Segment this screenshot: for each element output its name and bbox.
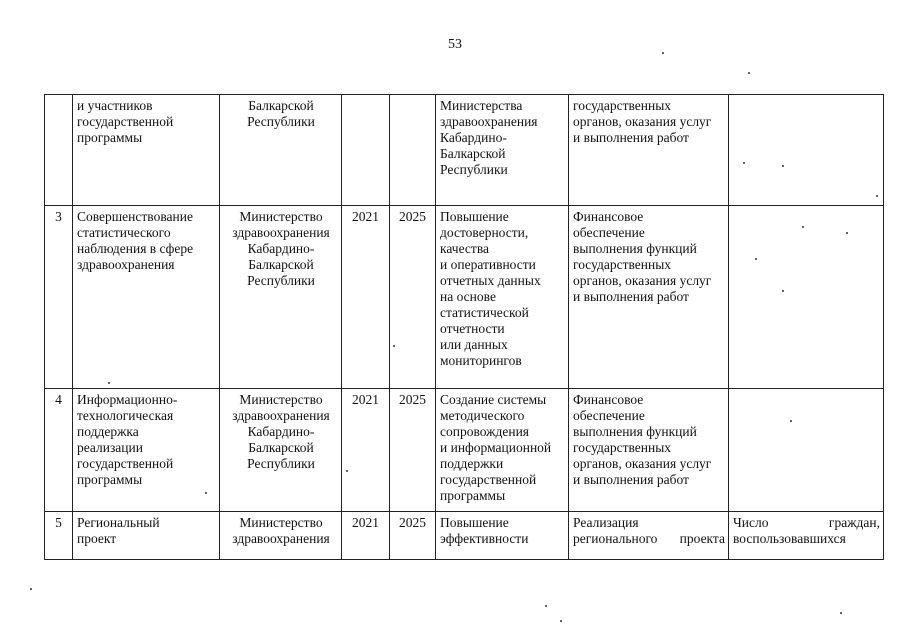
cell-text-line: и выполнения работ [573, 289, 689, 304]
cell-text-line: качества [440, 241, 490, 256]
row-number-cell [45, 389, 73, 512]
cell-text-line: Кабардино- [440, 130, 507, 145]
indicator-cell [729, 512, 884, 560]
cell-text-line: государственной [77, 456, 174, 471]
cell-text: 5 [55, 515, 62, 530]
cell-text-line: здравоохранения [232, 225, 330, 240]
cell-text-line: обеспечение [573, 408, 645, 423]
scan-speck [790, 420, 792, 422]
start-year-cell [342, 95, 390, 206]
scan-speck [393, 345, 395, 347]
cell-text-line: Министерство [239, 209, 323, 224]
cell-text-line: Повышение [440, 515, 509, 530]
start-year-cell [342, 389, 390, 512]
cell-text-line: или данных [440, 337, 508, 352]
cell-text-line: Кабардино- [247, 241, 315, 256]
end-year-cell [390, 389, 436, 512]
cell-text-line: здравоохранения [440, 114, 538, 129]
table-row [45, 206, 884, 389]
cell-text-line: и участников [77, 98, 153, 113]
cell-text-line: регионального проекта [573, 531, 725, 546]
cell-text-line: Региональный [77, 515, 160, 530]
cell-text-line: и оперативности [440, 257, 536, 272]
cell-text-line: Балкарской [248, 440, 314, 455]
expected-result-cell [436, 389, 569, 512]
scan-speck [743, 162, 745, 164]
cell-text-line: эффективности [440, 531, 529, 546]
scan-speck [205, 492, 207, 494]
cell-text-line: здравоохранения [77, 257, 175, 272]
cell-text-line: Балкарской [248, 98, 314, 113]
activity-name-cell [73, 512, 220, 560]
scan-speck [802, 226, 804, 228]
cell-text-line: Республики [247, 114, 315, 129]
cell-text: 3 [55, 209, 62, 224]
cell-text-line: достоверности, [440, 225, 529, 240]
cell-text-line: выполнения функций [573, 241, 697, 256]
cell-text-line: Повышение [440, 209, 509, 224]
cell-text-line: проект [77, 531, 117, 546]
cell-text-line: сопровождения [440, 424, 530, 439]
scan-speck [30, 588, 32, 590]
cell-text-line: здравоохранения [232, 408, 330, 423]
cell-text-line: государственной [440, 472, 537, 487]
scan-speck [108, 382, 110, 384]
executor-cell [220, 95, 342, 206]
cell-text-line: и выполнения работ [573, 472, 689, 487]
executor-cell [220, 389, 342, 512]
scan-speck [346, 470, 348, 472]
cell-text-line: Кабардино- [247, 424, 315, 439]
executor-cell [220, 206, 342, 389]
cell-text-line: технологическая [77, 408, 174, 423]
scan-speck [840, 612, 842, 614]
end-year-cell [390, 512, 436, 560]
cell-text-line: Балкарской [248, 257, 314, 272]
cell-text-line: статистической [440, 305, 529, 320]
cell-text-line: обеспечение [573, 225, 645, 240]
cell-text-line: Балкарской [440, 146, 506, 161]
cell-text-line: на основе [440, 289, 496, 304]
cell-text-line: Министерство [239, 515, 323, 530]
executor-cell [220, 512, 342, 560]
row-number-cell [45, 512, 73, 560]
cell-text-line: отчетных данных [440, 273, 541, 288]
cell-text-line: статистического [77, 225, 171, 240]
scan-speck [782, 290, 784, 292]
start-year-cell [342, 512, 390, 560]
row-number-cell [45, 95, 73, 206]
table-row [45, 95, 884, 206]
cell-text-line: программы [77, 130, 143, 145]
expected-result-cell [436, 206, 569, 389]
cell-text-line: программы [77, 472, 143, 487]
scan-speck [876, 195, 878, 197]
cell-text-line: реализации [77, 440, 143, 455]
cell-text-line: Республики [247, 273, 315, 288]
cell-text: 4 [55, 392, 62, 407]
indicator-cell [729, 206, 884, 389]
end-year-cell [390, 95, 436, 206]
cell-text-line: Реализация [573, 515, 639, 530]
cell-text-line: органов, оказания услуг [573, 114, 712, 129]
cell-text-line: воспользовавшихся [733, 531, 846, 546]
cell-text-line: здравоохранения [232, 531, 330, 546]
program-activities-table [44, 94, 884, 560]
page-number: 53 [448, 37, 462, 52]
cell-text-line: мониторингов [440, 353, 522, 368]
table-row [45, 389, 884, 512]
cell-text-line: наблюдения в сфере [77, 241, 194, 256]
scan-speck [560, 620, 562, 622]
cell-text-line: выполнения функций [573, 424, 697, 439]
cell-text-line: государственных [573, 98, 672, 113]
cell-text-line: Информационно- [77, 392, 178, 407]
cell-text-line: Финансовое [573, 392, 644, 407]
cell-text-line: государственной [77, 114, 174, 129]
expected-result-cell [436, 95, 569, 206]
scan-speck [662, 52, 664, 54]
financing-cell [569, 206, 729, 389]
cell-text-line: органов, оказания услуг [573, 273, 712, 288]
cell-text-line: поддержки [440, 456, 504, 471]
cell-text-line: программы [440, 488, 506, 503]
scan-speck [755, 258, 757, 260]
cell-text: 2021 [352, 392, 379, 407]
cell-text-line: государственных [573, 257, 672, 272]
indicator-cell [729, 95, 884, 206]
financing-cell [569, 389, 729, 512]
cell-text-line: органов, оказания услуг [573, 456, 712, 471]
cell-text-line: Министерства [440, 98, 523, 113]
cell-text-line: Создание системы [440, 392, 547, 407]
cell-text-line: методического [440, 408, 525, 423]
scan-speck [545, 605, 547, 607]
cell-text: 2025 [399, 392, 426, 407]
cell-text: 2025 [399, 209, 426, 224]
cell-text-line: отчетности [440, 321, 505, 336]
cell-text: 2021 [352, 515, 379, 530]
activity-name-cell [73, 95, 220, 206]
scan-speck [846, 232, 848, 234]
financing-cell [569, 95, 729, 206]
activity-name-cell [73, 389, 220, 512]
scan-speck [782, 165, 784, 167]
cell-text: 2021 [352, 209, 379, 224]
cell-text-line: поддержка [77, 424, 139, 439]
expected-result-cell [436, 512, 569, 560]
cell-text-line: Число граждан, [733, 515, 880, 530]
cell-text-line: и информационной [440, 440, 552, 455]
cell-text: 2025 [399, 515, 426, 530]
financing-cell [569, 512, 729, 560]
indicator-cell [729, 389, 884, 512]
scan-speck [748, 72, 750, 74]
table-row [45, 512, 884, 560]
activity-name-cell [73, 206, 220, 389]
cell-text-line: Республики [247, 456, 315, 471]
cell-text-line: государственных [573, 440, 672, 455]
cell-text-line: Министерство [239, 392, 323, 407]
cell-text-line: и выполнения работ [573, 130, 689, 145]
end-year-cell [390, 206, 436, 389]
cell-text-line: Финансовое [573, 209, 644, 224]
cell-text-line: Республики [440, 162, 508, 177]
start-year-cell [342, 206, 390, 389]
cell-text-line: Совершенствование [77, 209, 193, 224]
row-number-cell [45, 206, 73, 389]
